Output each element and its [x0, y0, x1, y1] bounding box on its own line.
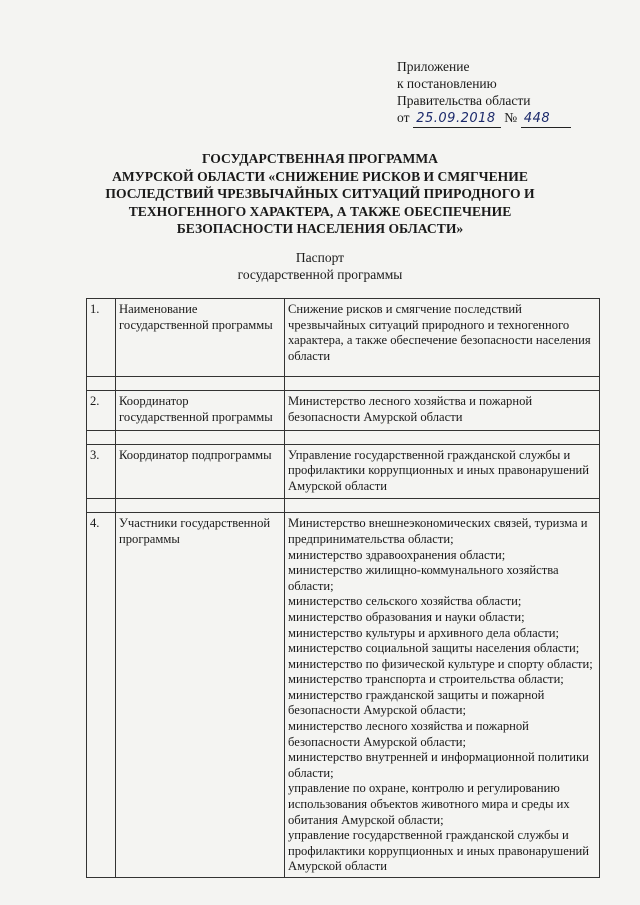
date-field	[413, 109, 501, 128]
participant-item: министерство лесного хозяйства и пожарной безопасности Амурской области;	[288, 719, 529, 749]
participant-item: министерство по физической культуре и спорту области;	[288, 656, 593, 671]
row-value: Управление государственной гражданской службы и профилактики коррупционных и иных правонарушений Амурской области	[285, 444, 600, 499]
passport-line: Паспорт	[295, 250, 345, 265]
number-field	[521, 109, 571, 128]
participant-item: министерство социальной защиты населения области;	[288, 641, 580, 656]
row-name: Наименование государственной программы	[116, 299, 285, 377]
program-title	[100, 150, 540, 238]
passport-line: государственной программы	[237, 267, 403, 282]
row-value-list	[285, 513, 600, 878]
table-row	[87, 444, 600, 499]
table-spacer	[87, 430, 600, 444]
row-name: Координатор подпрограммы	[116, 444, 285, 499]
table-row	[87, 513, 600, 878]
date-prefix: от	[397, 110, 410, 125]
title-line: АМУРСКОЙ ОБЛАСТИ «СНИЖЕНИЕ РИСКОВ И СМЯГЧЕНИЕ	[112, 168, 528, 184]
table-spacer	[87, 499, 600, 513]
participant-item: министерство транспорта и строительства области;	[288, 672, 564, 687]
title-line: ТЕХНОГЕННОГО ХАРАКТЕРА, А ТАКЖЕ ОБЕСПЕЧЕНИЕ	[128, 203, 512, 219]
table-row	[87, 299, 600, 377]
row-number: 1.	[87, 299, 116, 377]
participant-item: Министерство внешнеэкономических связей, туризма и предпринимательства области;	[288, 516, 588, 546]
appendix-date-line	[397, 109, 571, 128]
number-handwritten: 448	[523, 111, 551, 126]
appendix-line: к постановлению	[397, 76, 497, 91]
participant-item: министерство внутренней и информационной политики области;	[288, 750, 589, 780]
participant-item: министерство жилищно-коммунального хозяйства области;	[288, 563, 559, 593]
row-name: Координатор государственной программы	[116, 391, 285, 430]
participant-item: министерство образования и науки области;	[288, 609, 525, 624]
participant-item: министерство культуры и архивного дела области;	[288, 625, 560, 640]
row-value: Снижение рисков и смягчение последствий чрезвычайных ситуаций природного и техногенного характера, а также обеспечение безопасности населения области	[285, 299, 600, 377]
row-number: 3.	[87, 444, 116, 499]
row-value: Министерство лесного хозяйства и пожарной безопасности Амурской области	[285, 391, 600, 430]
table-spacer	[87, 377, 600, 391]
passport-table	[86, 298, 600, 878]
appendix-line: Приложение	[397, 59, 470, 74]
title-line: ГОСУДАРСТВЕННАЯ ПРОГРАММА	[201, 151, 438, 166]
participant-item: министерство сельского хозяйства области;	[288, 594, 522, 609]
title-line: ПОСЛЕДСТВИЙ ЧРЕЗВЫЧАЙНЫХ СИТУАЦИЙ ПРИРОДНОГО И	[105, 186, 535, 201]
passport-heading	[160, 249, 480, 283]
table-row	[87, 391, 600, 430]
appendix-line: Правительства области	[397, 93, 531, 108]
title-line: БЕЗОПАСНОСТИ НАСЕЛЕНИЯ ОБЛАСТИ»	[176, 221, 464, 236]
number-prefix: №	[504, 110, 518, 125]
row-number: 4.	[87, 513, 116, 878]
participant-item: министерство гражданской защиты и пожарной безопасности Амурской области;	[288, 687, 545, 718]
row-number: 2.	[87, 391, 116, 430]
participant-item: управление по охране, контролю и регулированию использования объектов животного мира и среды их обитания Амурской области;	[288, 781, 570, 827]
participant-item: управление государственной гражданской службы и профилактики коррупционных и иных правонарушений Амурской области	[288, 828, 590, 874]
appendix-block	[397, 58, 571, 128]
date-handwritten: 25.09.2018	[416, 111, 496, 126]
row-name: Участники государственной программы	[116, 513, 285, 878]
participant-item: министерство здравоохранения области;	[288, 547, 506, 562]
